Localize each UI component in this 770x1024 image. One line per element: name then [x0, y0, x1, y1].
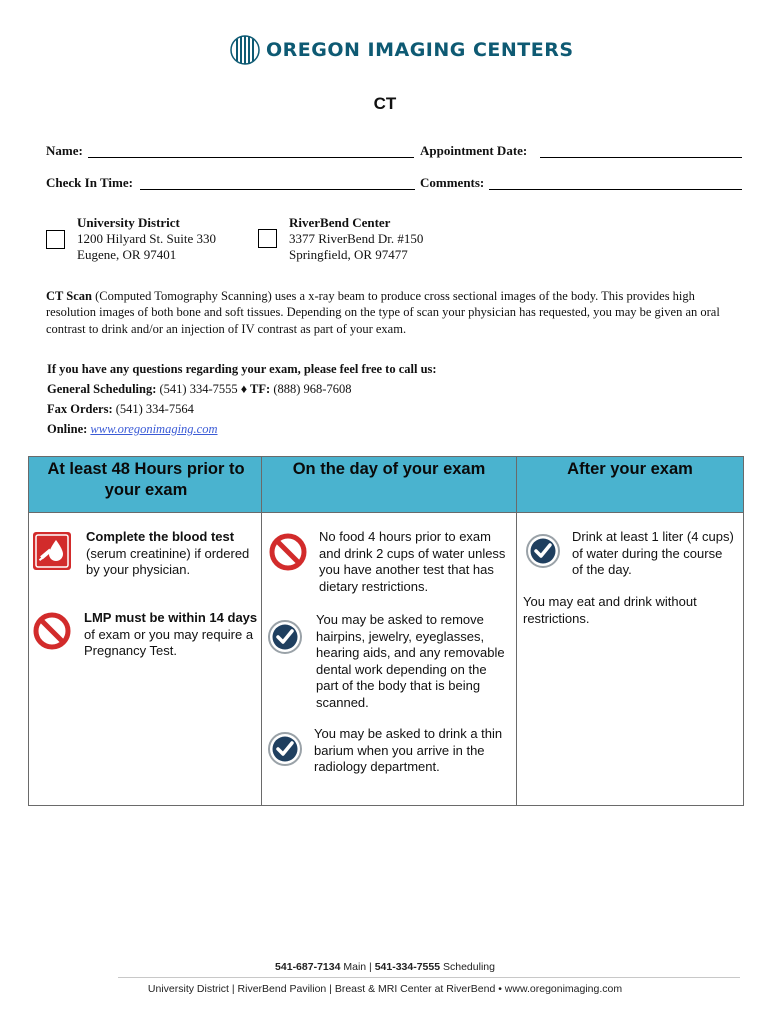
comments-label: Comments:: [420, 175, 485, 190]
scheduling-phone: (541) 334-7555: [156, 382, 241, 396]
website-link[interactable]: www.oregonimaging.com: [90, 422, 218, 436]
university-district-checkbox[interactable]: [46, 230, 65, 249]
ct-term: CT Scan: [46, 289, 92, 303]
location-name: University District: [77, 215, 180, 230]
logo-mark-icon: [230, 35, 260, 65]
check-in-time-field[interactable]: [140, 189, 415, 190]
scheduling-phone-footer: 541-334-7555: [374, 961, 441, 973]
location-address-line1: 1200 Hilyard St. Suite 330: [77, 231, 217, 246]
blood-test-note: [86, 529, 258, 579]
footer-separator: |: [366, 961, 375, 973]
no-food-note: No food 4 hours prior to exam and drink 2 cups of water unless you have another test that has dietary restrictions.: [319, 529, 506, 594]
online-label: Online:: [47, 422, 88, 436]
no-symbol-icon: [269, 533, 307, 571]
no-symbol-icon: [33, 612, 71, 650]
ct-description-text: (Computed Tomography Scanning) uses a x-ray beam to produce cross sectional images of the body. This provides high resolution images of both bone and soft tissues. Depending on the type of scan your physician has requested, you may be given an oral contrast to drink and/or an injection of IV contrast as part of your exam.: [46, 289, 720, 336]
main-label: Main: [340, 961, 367, 973]
location-riverbend-center: [289, 215, 423, 263]
logo-text: OREGON IMAGING CENTERS: [266, 39, 574, 61]
blood-test-detail: (serum creatinine) if ordered by your physician.: [86, 545, 250, 577]
location-address-line2: Eugene, OR 97401: [77, 247, 177, 262]
tf-label: TF:: [247, 382, 271, 396]
ct-description: [46, 288, 736, 337]
eat-drink-note: You may eat and drink without restrictions.: [523, 594, 697, 626]
footer-divider: [118, 977, 740, 978]
lmp-title: LMP must be within 14 days: [84, 610, 258, 625]
scheduling-label: General Scheduling:: [47, 382, 157, 396]
name-label: Name:: [46, 143, 83, 158]
fax-label: Fax Orders:: [47, 402, 113, 416]
drink-water-note: Drink at least 1 liter (4 cups) of water during the course of the day.: [572, 529, 734, 577]
diamond-icon: ♦: [240, 382, 248, 396]
checkmark-icon: [267, 731, 303, 767]
checkmark-icon: [267, 619, 303, 655]
main-phone: 541-687-7134: [275, 961, 341, 973]
check-in-time-label: Check In Time:: [46, 175, 133, 190]
riverbend-center-checkbox[interactable]: [258, 229, 277, 248]
fax-phone: (541) 334-7564: [112, 402, 194, 416]
location-address-line1: 3377 RiverBend Dr. #150: [289, 231, 424, 246]
appointment-date-label: Appointment Date:: [420, 143, 528, 158]
header-day-of-exam: On the day of your exam: [292, 460, 486, 478]
lmp-detail: of exam or you may require a Pregnancy Test.: [84, 626, 254, 658]
location-university-district: [77, 215, 216, 263]
scheduling-label-footer: Scheduling: [440, 961, 495, 973]
header-48-hours: At least 48 Hours prior to your exam: [47, 460, 245, 499]
comments-field[interactable]: [489, 189, 742, 190]
page-title: CT: [373, 94, 397, 113]
location-address-line2: Springfield, OR 97477: [289, 247, 408, 262]
header-after-exam: After your exam: [567, 460, 693, 478]
tf-phone: (888) 968-7608: [270, 382, 352, 396]
footer-phones: [0, 961, 770, 973]
remove-items-note: You may be asked to remove hairpins, jewelry, eyeglasses, hearing aids, and any removable dental work depending on the part of the body that is being scanned.: [316, 612, 505, 710]
contact-intro: If you have any questions regarding your exam, please feel free to call us:: [47, 362, 437, 376]
checkmark-icon: [525, 533, 561, 569]
footer-locations: University District | RiverBend Pavilion | Breast & MRI Center at RiverBend • www.oregonimaging.com: [147, 983, 623, 995]
exam-instructions-table: [28, 456, 744, 806]
blood-test-title: Complete the blood test: [86, 529, 235, 544]
contact-block: [47, 359, 437, 439]
appointment-date-field[interactable]: [540, 157, 742, 158]
name-field[interactable]: [88, 157, 414, 158]
logo: [230, 34, 574, 66]
barium-note: You may be asked to drink a thin barium when you arrive in the radiology department.: [314, 726, 503, 774]
lmp-note: [84, 610, 258, 660]
location-name: RiverBend Center: [289, 215, 391, 230]
blood-test-icon: [32, 531, 72, 571]
